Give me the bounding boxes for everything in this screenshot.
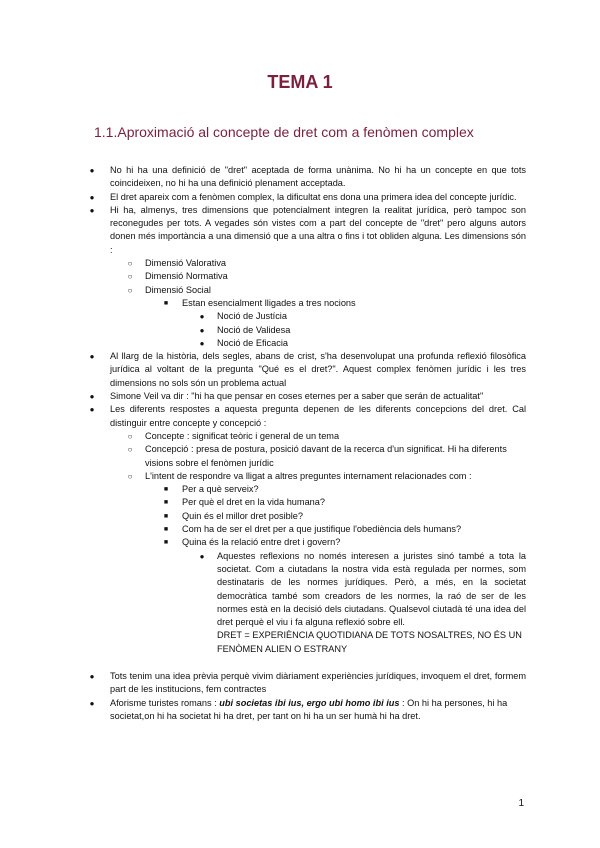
bullet-disc-icon: ● [199,325,205,335]
list-item: ■ Per a què serveix? [0,483,600,496]
page-number: 1 [518,798,524,809]
bullet-square-icon: ■ [163,299,169,307]
bullet-circle-icon: ○ [127,259,133,269]
bullet-square-icon: ■ [163,486,169,494]
list-item: ● El dret apareix com a fenòmen complex, la dificultat ens dona una primera idea del concepte jurídic. [0,191,600,204]
list-item: ● Noció de Validesa [0,324,600,337]
list-item: ● Les diferents respostes a aquesta pregunta depenen de les diferents concepcions del dret. Cal distinguir entre concepte y concepció : [0,403,600,430]
bullet-circle-icon: ○ [127,285,133,295]
list-item: ● Aquestes reflexions no només interesen a juristes sinó també a tota la societat. Com a ciutadans la nostra vida està regulada per normes, som destinataris de les normes jurídiques. Però, a més, en la societat democràtica també som creadors de les normes, la raó de ser de les normes està en la decisió dels ciutadans. Qualsevol ciutadà té una idea del dret perquè el viu i fa alguna reflexió sobre ell. [0,550,600,630]
bullet-square-icon: ■ [163,499,169,507]
list-item: ○ Dimensió Normativa [0,270,600,283]
emphasis-statement: DRET = EXPERIÈNCIA QUOTIDIANA DE TOTS NOSALTRES, NO ÉS UN FENÒMEN ALIEN O ESTRANY [217,630,522,654]
list-item: ● Al llarg de la història, dels segles, abans de crist, s'ha desenvolupat una profunda reflexió filosòfica jurídica al voltant de la pregunta "Qué es el dret?". Aquest complex fenòmen jurídic i les tres dimensions no sols són un problema actual [0,350,600,390]
bullet-disc-icon: ● [199,312,205,322]
bullet-circle-icon: ○ [127,272,133,282]
bullet-disc-icon: ● [89,392,95,402]
bullet-square-icon: ■ [163,526,169,534]
bullet-circle-icon: ○ [127,431,133,441]
list-item: ● Simone Veil va dir : "hi ha que pensar en coses eternes per a saber que serán de actualitat" [0,390,600,403]
bullet-disc-icon: ● [89,352,95,362]
list-item: ● Tots tenim una idea prèvia perquè vivim diàriament experiències jurídiques, invoquem el dret, formem part de les institucions, fem contractes [0,670,600,697]
list-item: ○ Concepte : significat teòric i general de un tema [0,430,600,443]
bullet-disc-icon: ● [89,698,95,708]
bullet-disc-icon: ● [199,551,205,561]
spacer [0,656,600,670]
list-item: ■ Quina és la relació entre dret i govern? [0,536,600,549]
bullet-disc-icon: ● [89,166,95,175]
page-title: TEMA 1 [267,72,333,92]
list-item: ● No hi ha una definició de "dret" aceptada de forma unànima. No hi ha un concepte en que tots coincideixen, no hi ha una definició plenament acceptada. [0,164,600,191]
bullet-disc-icon: ● [199,338,205,348]
list-item: ■ Per què el dret en la vida humana? [0,496,600,509]
list-item: ■ Com ha de ser el dret per a que justifique l'obediència dels humans? [0,523,600,536]
bullet-disc-icon: ● [89,671,95,681]
list-item: ● Hi ha, almenys, tres dimensions que potencialment integren la realitat jurídica, però tampoc son reconegudes per tots. A vegades són vistes com a part del concepte de "dret" pero alguns autors donen més importància a una dimensió que a una altra o fins i tot obliden alguna. Les dimensions són : [0,204,600,257]
document-body [0,164,600,723]
bullet-square-icon: ■ [163,539,169,547]
list-item: ■ Estan esencialment lligades a tres nocions [0,297,600,310]
list-item: ○ Concepció : presa de postura, posició davant de la recerca d'un significat. Hi ha diferents visions sobre el fenòmen jurídic [0,443,600,470]
bullet-disc-icon: ● [89,192,95,202]
latin-quote: ubi societas ibi ius, ergo ubi homo ibi ius [219,697,400,708]
section-subtitle: 1.1.Aproximació al concepte de dret com a fenòmen complex [94,124,474,140]
bullet-disc-icon: ● [89,405,95,415]
list-item: ○ L'intent de respondre va lligat a altres preguntes internament relacionades com : [0,470,600,483]
list-item: ○ Dimensió Valorativa [0,257,600,270]
list-item: ○ Dimensió Social [0,284,600,297]
list-item: ● Noció de Justícia [0,310,600,323]
list-item: ■ Quin és el millor dret posible? [0,510,600,523]
bullet-square-icon: ■ [163,512,169,520]
list-item: ● Aforisme turistes romans : ubi societas ibi ius, ergo ubi homo ibi ius : On hi ha persones, hi ha societat,on hi ha societat hi ha dret, per tant on hi ha un ser humà hi ha dret. [0,697,600,724]
bullet-disc-icon: ● [89,205,95,215]
bullet-circle-icon: ○ [127,471,133,481]
bullet-circle-icon: ○ [127,445,133,455]
list-item: ● Noció de Eficacia [0,337,600,350]
